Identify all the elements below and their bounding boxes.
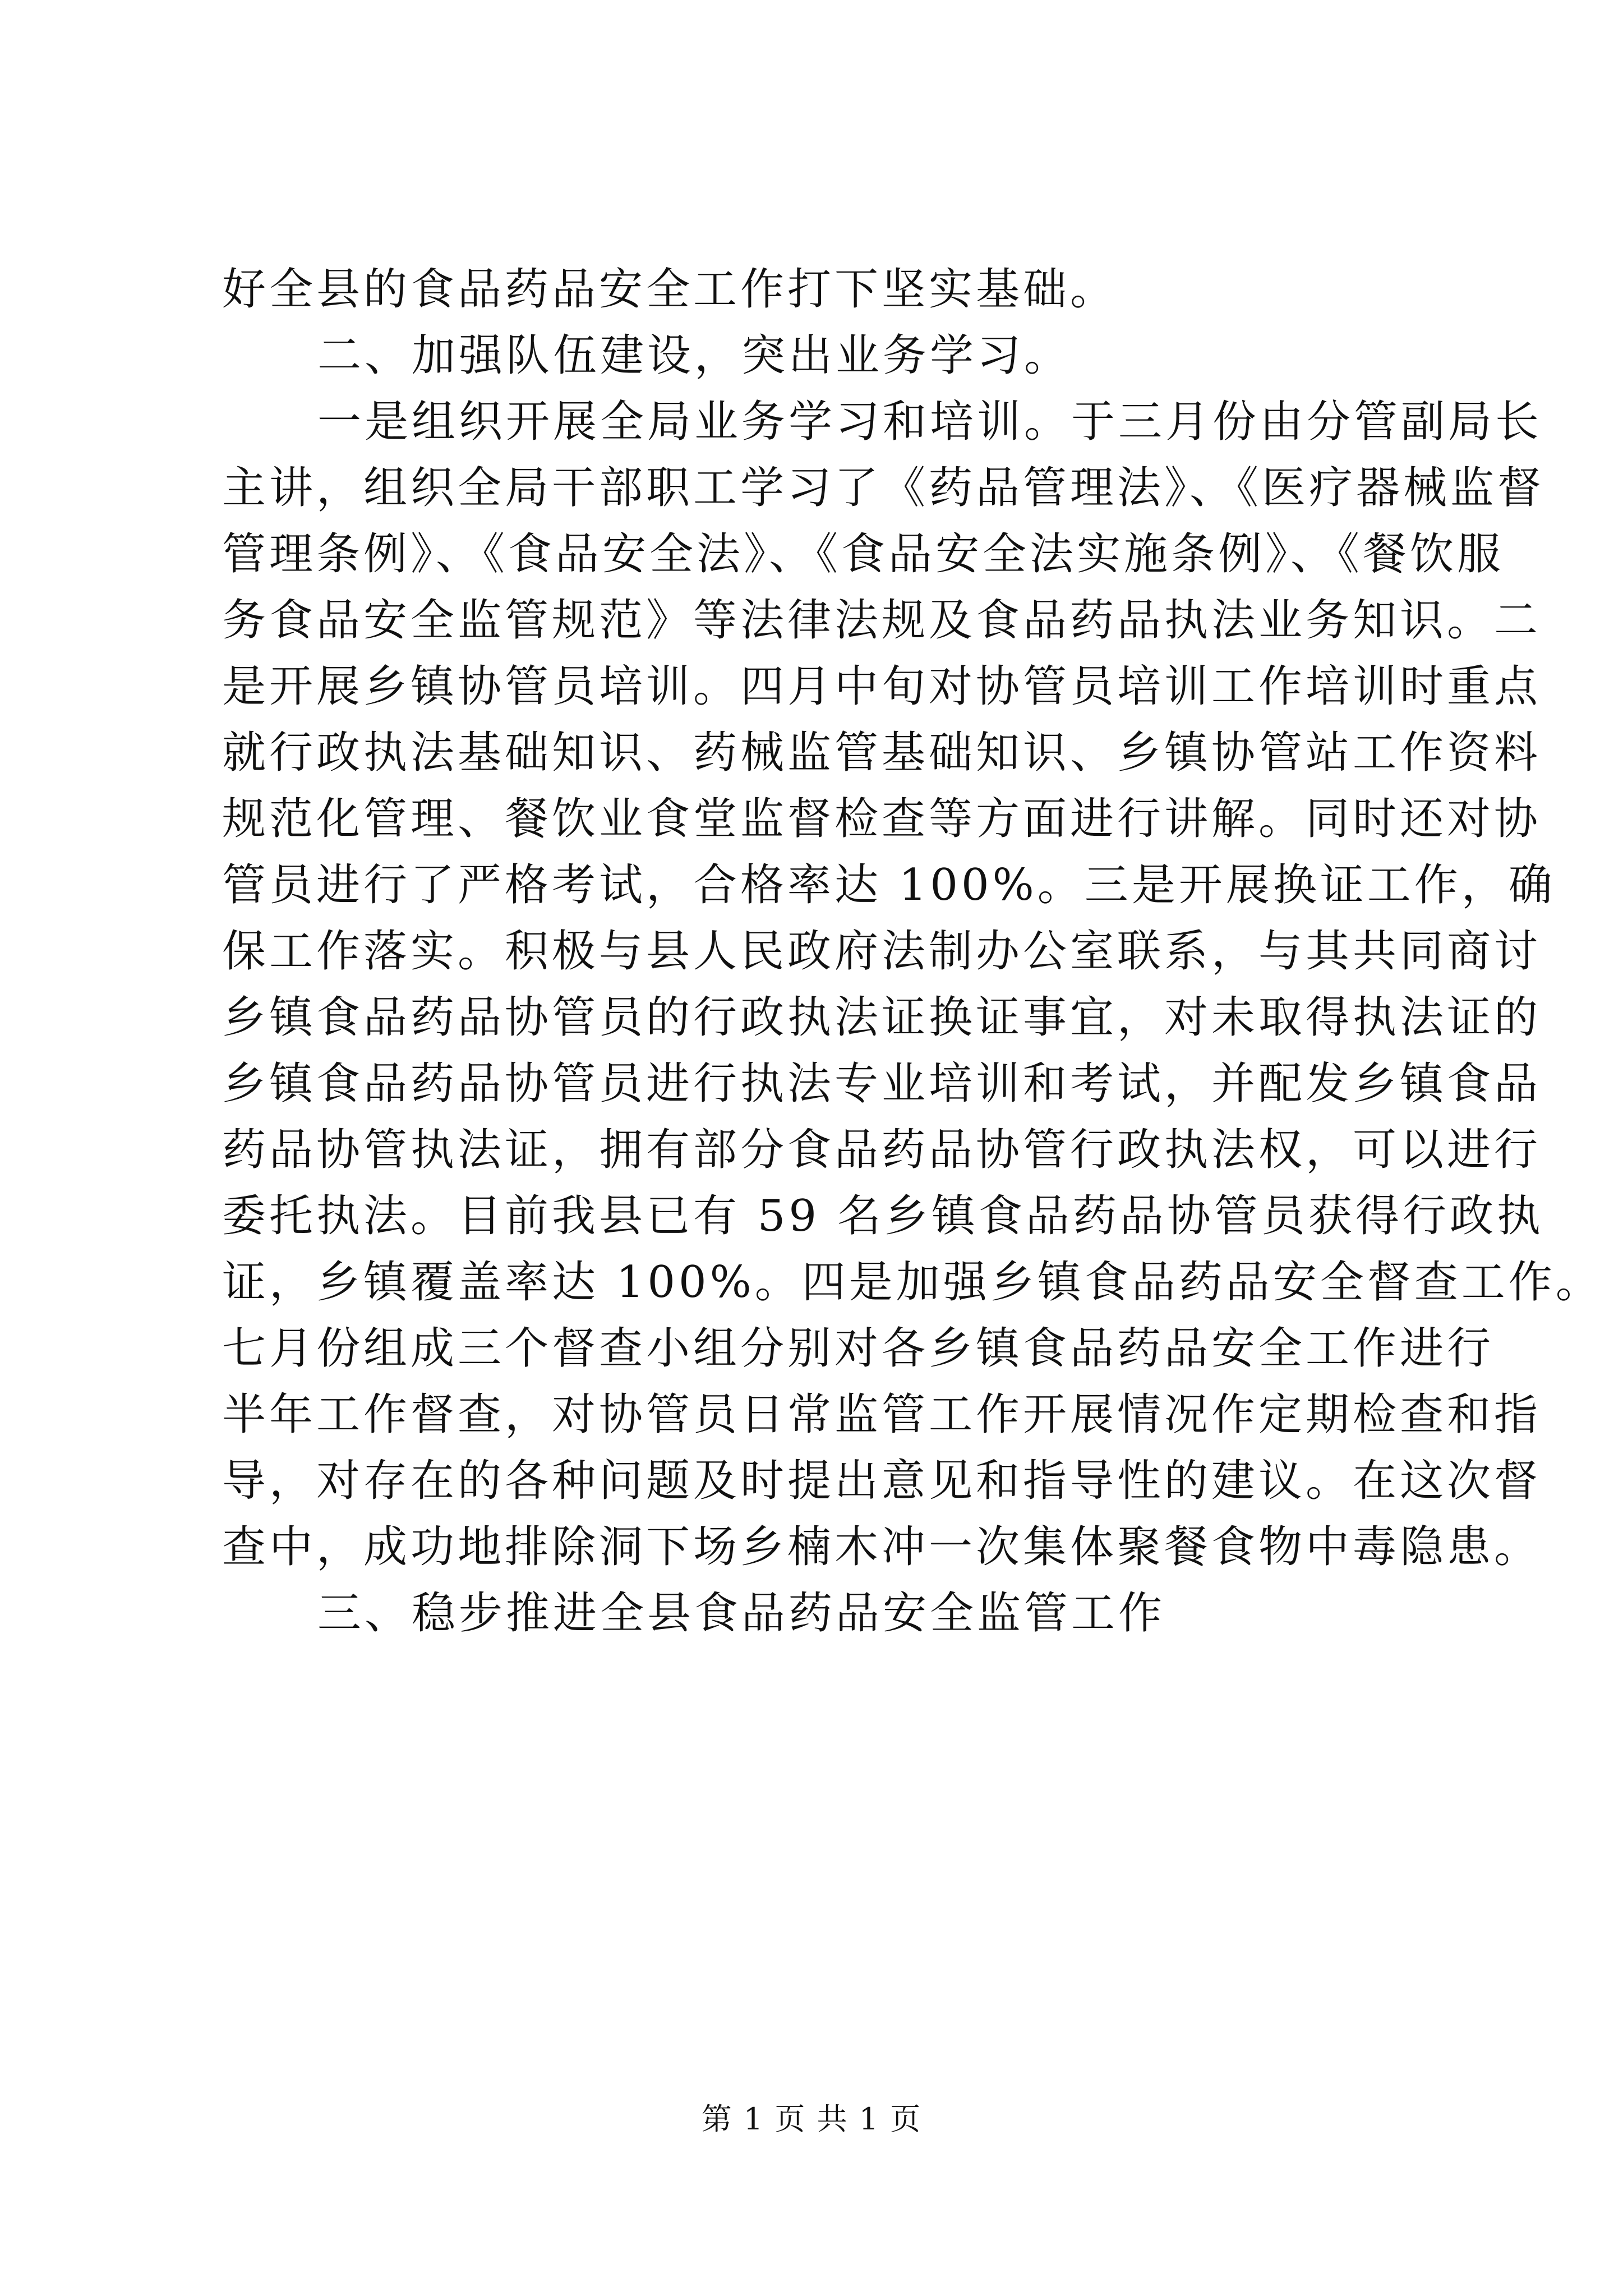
document-body [222, 256, 1603, 1646]
text-line: 半年工作督查，对协管员日常监管工作开展情况作定期检查和指 [222, 1389, 1542, 1440]
text-line: 查中，成功地排除洞下场乡楠木冲一次集体聚餐食物中毒隐患。 [222, 1522, 1542, 1572]
text-line: 就行政执法基础知识、药械监管基础知识、乡镇协管站工作资料 [222, 728, 1542, 778]
text-line: 导，对存在的各种问题及时提出意见和指导性的建议。在这次督 [222, 1456, 1542, 1506]
text-line: 主讲，组织全局干部职工学习了《药品管理法》、《医疗器械监督 [222, 463, 1545, 513]
text-line: 管员进行了严格考试，合格率达 100%。三是开展换证工作，确 [222, 860, 1556, 910]
text-line: 委托执法。目前我县已有 59 名乡镇食品药品协管员获得行政执 [222, 1191, 1544, 1241]
text-line: 乡镇食品药品协管员进行执法专业培训和考试，并配发乡镇食品 [222, 1059, 1542, 1109]
text-line: 乡镇食品药品协管员的行政执法证换证事宜，对未取得执法证的 [222, 992, 1542, 1043]
section-heading: 二、加强队伍建设，突出业务学习。 [317, 330, 1072, 381]
text-line: 务食品安全监管规范》等法律法规及食品药品执法业务知识。二 [222, 595, 1542, 646]
text-line: 七月份组成三个督查小组分别对各乡镇食品药品安全工作进行 [222, 1323, 1495, 1374]
text-line: 管理条例》、《食品安全法》、《食品安全法实施条例》、《餐饮服 [222, 529, 1505, 579]
text-line: 证，乡镇覆盖率达 100%。四是加强乡镇食品药品安全督查工作。 [222, 1257, 1603, 1308]
text-line: 规范化管理、餐饮业食堂监督检查等方面进行讲解。同时还对协 [222, 794, 1542, 844]
text-line: 好全县的食品药品安全工作打下坚实基础。 [222, 264, 1118, 315]
text-line: 是开展乡镇协管员培训。四月中旬对协管员培训工作培训时重点 [222, 661, 1542, 712]
text-line: 药品协管执法证，拥有部分食品药品协管行政执法权，可以进行 [222, 1125, 1542, 1175]
text-line: 保工作落实。积极与县人民政府法制办公室联系，与其共同商讨 [222, 926, 1542, 977]
page-footer: 第 1 页 共 1 页 [701, 2101, 922, 2137]
section-heading: 三、稳步推进全县食品药品安全监管工作 [317, 1588, 1166, 1639]
text-line: 一是组织开展全局业务学习和培训。于三月份由分管副局长 [317, 397, 1543, 447]
